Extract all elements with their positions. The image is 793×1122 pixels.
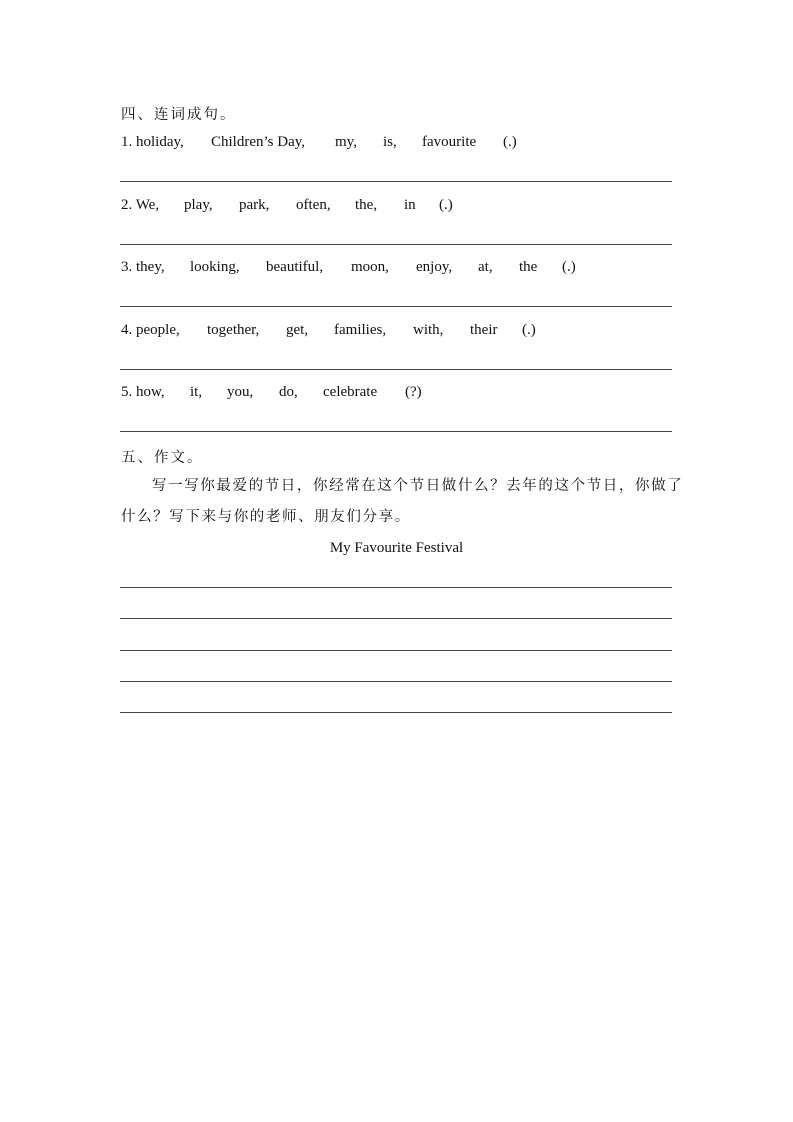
word: the, [355,197,378,213]
answer-line-3[interactable] [120,306,672,307]
word: Children’s Day, [211,134,306,150]
word: together, [207,322,260,338]
sentence-item-1 [121,134,681,154]
section-5-title: 五、作文。 [121,450,204,466]
word: 5. how, [121,384,165,400]
word: at, [478,259,493,275]
word: is, [383,134,397,150]
essay-line-2[interactable] [120,618,672,619]
word: favourite [422,134,477,150]
answer-line-2[interactable] [120,244,672,245]
word: celebrate [323,384,378,400]
essay-title: My Favourite Festival [329,540,464,556]
word: (.) [503,134,517,150]
word: looking, [190,259,240,275]
word: 2. We, [121,197,160,213]
sentence-item-5 [121,384,681,404]
word: in [404,197,416,213]
word: often, [296,197,331,213]
essay-prompt-line-1: 写一写你最爱的节日，你经常在这个节日做什么？去年的这个节日，你做了 [152,478,684,494]
essay-line-1[interactable] [120,587,672,588]
word: (.) [522,322,536,338]
essay-prompt-line-2: 什么？写下来与你的老师、朋友们分享。 [121,509,411,525]
word: you, [227,384,254,400]
word: moon, [351,259,389,275]
sentence-item-4 [121,322,681,342]
word: (.) [439,197,453,213]
word: play, [184,197,213,213]
word: it, [190,384,203,400]
word: their [470,322,498,338]
answer-line-5[interactable] [120,431,672,432]
word: enjoy, [416,259,453,275]
word: the [519,259,538,275]
essay-prompt [121,471,684,533]
word: my, [335,134,357,150]
section-4-title: 四、连词成句。 [121,107,237,123]
word: 3. they, [121,259,165,275]
word: get, [286,322,309,338]
answer-line-1[interactable] [120,181,672,182]
sentence-item-3 [121,259,681,279]
word: beautiful, [266,259,324,275]
sentence-item-2 [121,197,681,217]
essay-line-5[interactable] [120,712,672,713]
essay-line-3[interactable] [120,650,672,651]
answer-line-4[interactable] [120,369,672,370]
word: with, [413,322,444,338]
word: families, [334,322,387,338]
word: park, [239,197,270,213]
word: (?) [405,384,422,400]
word: 1. holiday, [121,134,184,150]
word: (.) [562,259,576,275]
word: do, [279,384,298,400]
essay-line-4[interactable] [120,681,672,682]
word: 4. people, [121,322,180,338]
